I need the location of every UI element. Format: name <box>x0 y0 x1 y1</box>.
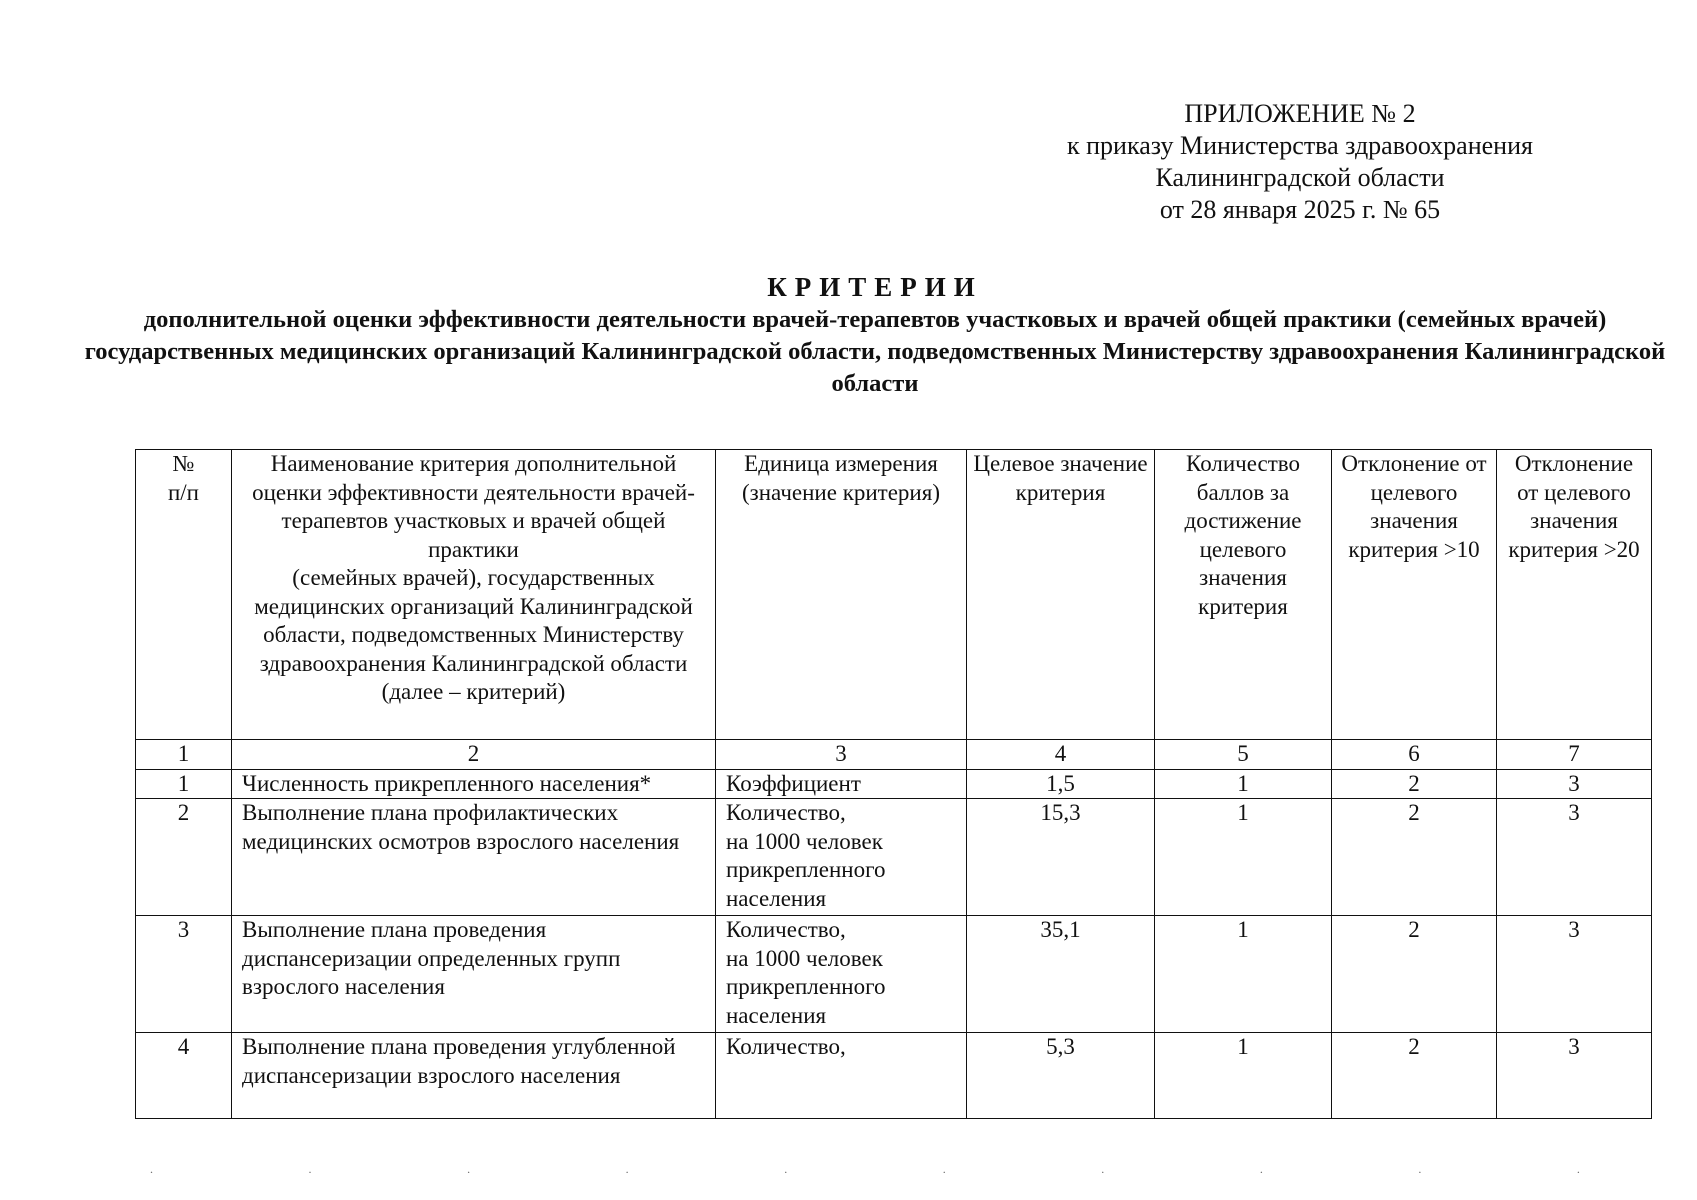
criterion-unit: Количество, на 1000 человек прикрепленного населения <box>716 916 967 1033</box>
column-number: 7 <box>1497 740 1652 770</box>
criterion-points: 1 <box>1155 916 1332 1033</box>
appendix-number: ПРИЛОЖЕНИЕ № 2 <box>1184 99 1416 128</box>
criterion-name: Численность прикрепленного населения* <box>232 769 716 799</box>
row-number: 3 <box>136 916 232 1033</box>
criterion-points: 1 <box>1155 769 1332 799</box>
header-cell-points: Количество баллов за достижение целевого значения критерия <box>1155 450 1332 740</box>
criterion-unit: Количество, на 1000 человек прикрепленного населения <box>716 799 967 916</box>
appendix-order-date: от 28 января 2025 г. № 65 <box>1159 195 1441 224</box>
header-cell-number: № п/п <box>136 450 232 740</box>
header-cell-deviation-10: Отклонение от целевого значения критерия >10 <box>1332 450 1497 740</box>
criterion-deviation-20: 3 <box>1497 799 1652 916</box>
appendix-header <box>1000 98 1600 226</box>
header-cell-unit: Единица измерения (значение критерия) <box>716 450 967 740</box>
table-row <box>136 916 1652 1033</box>
table-row <box>136 799 1652 916</box>
criterion-deviation-20: 3 <box>1497 1033 1652 1119</box>
criterion-deviation-10: 2 <box>1332 799 1497 916</box>
criterion-target: 1,5 <box>967 769 1155 799</box>
criterion-points: 1 <box>1155 799 1332 916</box>
document-title <box>60 270 1690 400</box>
column-number: 3 <box>716 740 967 770</box>
table-row <box>136 769 1652 799</box>
criterion-name: Выполнение плана профилактических медицинских осмотров взрослого населения <box>232 799 716 916</box>
row-number: 2 <box>136 799 232 916</box>
scan-artifact-dots: . . . . . . . . . . <box>150 1162 1580 1176</box>
header-cell-deviation-20: Отклонение от целевого значения критерия >20 <box>1497 450 1652 740</box>
criterion-deviation-10: 2 <box>1332 1033 1497 1119</box>
criterion-unit: Коэффициент <box>716 769 967 799</box>
table-row <box>136 1033 1652 1119</box>
title-main: КРИТЕРИИ <box>767 272 983 302</box>
criterion-target: 5,3 <box>967 1033 1155 1119</box>
column-number: 2 <box>232 740 716 770</box>
table-header-row <box>136 450 1652 740</box>
criterion-deviation-10: 2 <box>1332 916 1497 1033</box>
column-number: 6 <box>1332 740 1497 770</box>
header-cell-target: Целевое значение критерия <box>967 450 1155 740</box>
criterion-unit: Количество, <box>716 1033 967 1119</box>
column-number: 1 <box>136 740 232 770</box>
header-cell-criterion-name: Наименование критерия дополнительной оценки эффективности деятельности врачей-терапевтов участковых и врачей общей практики (семейных врачей), государственных медицинских организаций Калининградской области, подведомственных Министерству здравоохранения Калининградской области (далее – критерий) <box>232 450 716 740</box>
appendix-region: Калининградской области <box>1155 163 1445 192</box>
appendix-order-ref: к приказу Министерства здравоохранения <box>1067 131 1533 160</box>
criterion-target: 15,3 <box>967 799 1155 916</box>
criterion-name: Выполнение плана проведения диспансеризации определенных групп взрослого населения <box>232 916 716 1033</box>
criterion-deviation-20: 3 <box>1497 769 1652 799</box>
title-subtitle: дополнительной оценки эффективности деятельности врачей-терапевтов участковых и врачей общей практики (семейных врачей) государственных медицинских организаций Калининградской области, подведомственных Министерству здравоохранения Калининградской области <box>84 306 1666 397</box>
row-number: 1 <box>136 769 232 799</box>
column-number: 4 <box>967 740 1155 770</box>
criterion-deviation-10: 2 <box>1332 769 1497 799</box>
criterion-points: 1 <box>1155 1033 1332 1119</box>
column-numbers-row <box>136 740 1652 770</box>
criterion-name: Выполнение плана проведения углубленной диспансеризации взрослого населения <box>232 1033 716 1119</box>
row-number: 4 <box>136 1033 232 1119</box>
criterion-target: 35,1 <box>967 916 1155 1033</box>
criterion-deviation-20: 3 <box>1497 916 1652 1033</box>
criteria-table <box>135 449 1652 1119</box>
column-number: 5 <box>1155 740 1332 770</box>
